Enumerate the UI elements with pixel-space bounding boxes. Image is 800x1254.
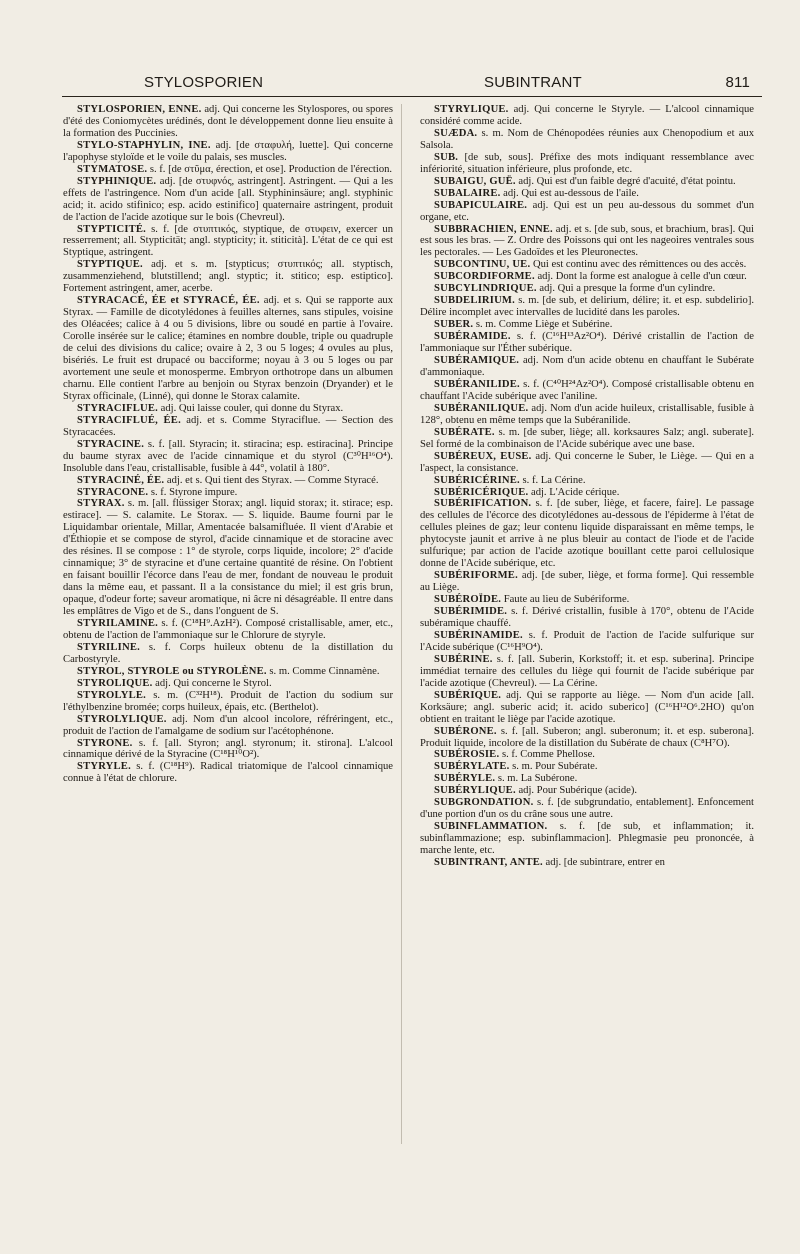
dictionary-entry [63,295,393,403]
entry-headword: STYRACINE. [77,438,145,450]
entry-headword: SUBÉRANILIDE. [434,378,520,390]
entry-definition: s. f. (C⁴⁰H²⁴Az²O⁴). Composé cristallisable obtenu en chauffant l'Acide subérique avec l'aniline. [420,378,754,402]
dictionary-entry [420,749,754,761]
entry-definition: s. m. La Subérone. [495,773,578,785]
entry-definition: s. f. Corps huileux obtenu de la distillation du Carbostyryle. [63,641,393,665]
entry-definition: adj. [de subintrare, entrer en [542,857,665,869]
entry-definition: adj. Nom d'un acide huileux, cristallisable, fusible à 128°, obtenu en même temps que la Subéranilide. [420,402,754,426]
entry-headword: SUBÉREUX, EUSE. [434,450,532,462]
entry-definition: adj. Nom d'un alcool incolore, réfréringent, etc., produit de l'action de l'amalgame de sodium sur l'acétophénone. [63,713,393,737]
entry-headword: SUBCORDIFORME. [434,271,535,283]
entry-definition: adj. Qui concerne le Styrol. [152,677,272,689]
entry-headword: SUBÉRYLE. [434,773,496,785]
dictionary-entry [420,570,754,594]
dictionary-entry [420,690,754,726]
entry-headword: STYRAX. [77,498,125,510]
entry-definition: s. f. [all. Styracin; it. stiracina; esp. estiracina]. Principe du baume styrax avec de l'acide cinnamique et du styrol (C³⁰H¹⁶O⁴). Insoluble dans l'eau, cristallisable, fusible à 44°, volatil à 180°. [63,438,393,474]
dictionary-entry [63,415,393,439]
entry-headword: SUBÉRIMIDE. [434,606,508,618]
entry-definition: s. f. [all. Suberin, Korkstoff; it. et esp. suberina]. Principe immédiat ternaire des cellules du liège qui fournit de l'acide subérique par l'acide azotique (Chevreul). — La Cérine. [420,653,754,689]
entry-headword: SUBÉROÏDE. [434,594,502,606]
entry-headword: STYRYLIQUE. [434,104,509,115]
entry-headword: SUBALAIRE. [434,187,501,199]
dictionary-entry [63,690,393,714]
dictionary-entry [63,738,393,762]
dictionary-entry [420,403,754,427]
entry-headword: SUBAIGU, GUË. [434,175,516,187]
dictionary-entry [420,319,754,331]
entry-headword: STYRACONE. [77,486,149,498]
entry-headword: SUBÉRAMIQUE. [434,355,520,367]
entry-headword: STYPHINIQUE. [77,175,157,187]
dictionary-entry [420,797,754,821]
entry-definition: adj. et s. Comme Styraciflue. — Section des Styracacées. [63,414,394,438]
entry-definition: [de sub, sous]. Préfixe des mots indiquant ressemblance avec infériorité, situation inférieure, plus profonde, etc. [420,151,754,175]
dictionary-entry [420,379,754,403]
dictionary-entry [420,821,754,857]
entry-definition: s. f. [de subgrundatio, entablement]. Enfoncement d'une portion d'un os du crâne sous une autre. [420,797,754,821]
entry-headword: STYRACACÉ, ÉE et STYRACÉ, ÉE. [77,295,260,307]
dictionary-entry [420,630,754,654]
entry-definition: adj. et s. [de sub, sous, et brachium, bras]. Qui est sous les bras. — Z. Ordre des Poissons qui ont les nageoires ventrales sous les pectorales. — Les Gadoïdes et les Pleuronectes. [420,223,754,259]
dictionary-entry [420,259,754,271]
entry-headword: STYLO-STAPHYLIN, INE. [77,139,211,151]
entry-headword: SUBÉRIQUE. [434,689,502,701]
dictionary-entry [420,427,754,451]
entry-definition: s. m. Pour Subérate. [509,761,598,773]
dictionary-entry [63,642,393,666]
entry-headword: SUÆDA. [434,127,478,139]
entry-headword: SUBÉROSIE. [434,749,500,761]
dictionary-entry [63,224,393,260]
entry-headword: STYROLYLE. [77,689,147,701]
entry-headword: STYRONE. [77,737,133,749]
entry-definition: adj. Qui concerne le Suber, le Liège. — Qui en a l'aspect, la consistance. [420,450,755,474]
entry-definition: adj. et s. Qui se rapporte aux Styrax. — Famille de dicotylédones à feuilles alternes, sans stipules, voisine des Oléacées; calice à 4 ou 5 divisions, libre ou soudé en partie à l'ovaire. Corolle insérée sur le calice; étamines en nombre double, triple ou quadruple de celui des divisions du calice; ovaire à 2, 3 ou 5 loges; 4 ovules au plus, bisériés. Le fruit est drupacé ou bacciforme; noyau à 3 ou 5 loges ou par avortement une seule et monosperme. Embryon orthotrope dans un albumen charnu. Elle contient l'arbre au benjoin ou Styrax benzoin (Dryander) et le Styrax officinale, (Linné), qui donne le Storax calamite. [63,295,393,402]
entry-definition: adj. [de σταφυλή, luette]. Qui concerne l'apophyse styloïde et le voile du palais, ses muscles. [63,139,393,163]
entry-definition: adj. Qui est un peu au-dessous du sommet d'un organe, etc. [420,199,754,223]
entry-definition: s. f. Dérivé cristallin, fusible à 170°, obtenu de l'Acide subéramique chauffé. [420,606,754,629]
entry-headword: STYRACIFLUE. [77,402,158,414]
dictionary-entry [420,594,754,606]
dictionary-entry [420,475,754,487]
dictionary-entry [420,224,754,260]
dictionary-entry [420,761,754,773]
entry-definition: adj. Dont la forme est analogue à celle d'un cœur. [534,271,747,283]
entry-definition: s. m. Comme Liège et Subérine. [473,319,613,331]
dictionary-entry [420,487,754,499]
entry-definition: s. f. [de sub, et inflammation; it. subinflammazione; esp. subinflammacion]. Phlegmasie peu prononcée, à marche lente, etc. [420,821,754,857]
entry-headword: SUBÉRATE. [434,426,495,438]
entry-definition: adj. et s. Qui tient des Styrax. — Comme Styracé. [164,474,379,486]
dictionary-entry [63,498,393,618]
entry-definition: adj. L'Acide cérique. [528,486,620,498]
entry-headword: STYPTIQUE. [77,259,143,271]
entry-definition: s. m. (C³²H¹⁸). Produit de l'action du sodium sur l'éthylbenzine bromée; corps huileux, épais, etc. (Berthelot). [63,689,393,713]
header-right-word: SUBINTRANT [484,74,582,91]
entry-definition: s. f. (C¹⁸H⁹.AzH²). Composé cristallisable, amer, etc., obtenu de l'action de l'ammoniaque sur le Chlorure de styryle. [63,617,393,641]
dictionary-entry [63,164,393,176]
entry-headword: STYRILINE. [77,641,140,653]
dictionary-entry [420,451,754,475]
dictionary-entry [420,654,754,690]
entry-definition: s. f. [de στυπτικός, styptique, de στυφειν, exercer un resserrement; all. Stypticität; angl. stypticity; it. stiticità]. L'état de ce qui est Styptique, astringent. [63,223,393,259]
entry-definition: s. f. [de suber, liège, et facere, faire]. Le passage des cellules de l'écorce des dicotylédones au-dessous de l'épiderme à l'état de cellules pleines de gaz; leur contenu liquide disparaissant en même temps, le phytocyste jaunit et arrive à ne plus bleuir au contact de l'iode et de l'acide sulfurique; par action de l'acide azotique bouillant cette paroi cellulosique donne de l'Acide subérique, etc. [420,498,754,570]
entry-definition: adj. Nom d'un acide obtenu en chauffant le Subérate d'ammoniaque. [420,355,754,378]
entry-definition: s. f. (C¹⁸H⁹). Radical triatomique de l'alcool cinnamique connue à l'état de chlorure. [63,761,393,785]
entry-definition: adj. et s. m. [stypticus; στυπτικός; all. styptisch, zusammenziehend, blutstillend; angl. styptic; it. stitico; esp. estiptico]. Fortement astringent, amer, acerbe. [63,259,393,295]
entry-definition: adj. Qui est d'un faible degré d'acuité, d'état pointu. [515,175,736,187]
dictionary-entry [420,188,754,200]
dictionary-entry [420,355,754,379]
column-divider [401,104,402,1144]
entry-headword: STYMATOSE. [77,163,148,175]
dictionary-entry [420,271,754,283]
entry-headword: SUBÉRYLIQUE. [434,785,516,797]
left-column [63,104,393,785]
entry-definition: s. f. Comme Phellose. [499,749,595,761]
dictionary-entry [63,140,393,164]
entry-headword: SUBGRONDATION. [434,797,534,809]
dictionary-entry [63,176,393,224]
dictionary-entry [420,104,754,128]
dictionary-entry [420,606,754,630]
entry-headword: SUBÉRYLATE. [434,761,510,773]
entry-headword: SUBÉRAMIDE. [434,331,511,343]
entry-headword: STYRYLE. [77,761,131,773]
dictionary-entry [420,498,754,570]
entry-definition: adj. Qui a presque la forme d'un cylindre. [536,283,716,295]
entry-headword: SUBÉRIFICATION. [434,498,532,510]
header-rule [62,96,762,97]
entry-headword: STYRACINÉ, ÉE. [77,474,165,486]
entry-headword: SUBCYLINDRIQUE. [434,283,537,295]
entry-headword: SUBCONTINU, UE. [434,259,531,271]
dictionary-entry [420,176,754,188]
dictionary-entry [420,773,754,785]
entry-definition: s. m. Nom de Chénopodées réunies aux Chenopodium et aux Salsola. [420,127,754,151]
entry-definition: adj. [de suber, liège, et forma forme]. Qui ressemble au Liège. [420,570,754,594]
entry-headword: SUBÉRINE. [434,653,493,665]
entry-headword: SUBÉRANILIQUE. [434,402,529,414]
dictionary-entry [420,152,754,176]
entry-headword: STYROLYLIQUE. [77,713,167,725]
entry-headword: SUBDELIRIUM. [434,295,515,307]
entry-headword: SUB. [434,151,459,163]
entry-headword: STYROLIQUE. [77,677,153,689]
dictionary-entry [63,104,393,140]
dictionary-entry [63,761,393,785]
entry-headword: SUBAPICULAIRE. [434,199,528,211]
entry-headword: SUBÉRICÉRINE. [434,474,520,486]
right-column [420,104,754,869]
dictionary-entry [63,666,393,678]
entry-definition: adj. Qui concerne le Styryle. — L'alcool cinnamique considéré comme acide. [420,104,754,127]
entry-definition: s. m. [de suber, liège; all. korksaures Salz; angl. suberate]. Sel formé de la combinaison de l'Acide subérique avec une base. [420,426,754,450]
dictionary-entry [63,678,393,690]
entry-definition: s. m. [de sub, et delirium, délire; it. et esp. subdelirio]. Délire incomplet avec intervalles de lucidité dans les paroles. [420,295,754,319]
entry-definition: s. f. [de στῦμα, érection, et ose]. Production de l'érection. [147,163,393,175]
entry-definition: s. f. [all. Suberon; angl. suberonum; it. et esp. suberona]. Produit liquide, incolore de la distillation du Subérate de chaux (C⁸H⁷O). [420,725,754,749]
entry-headword: SUBINTRANT, ANTE. [434,857,543,869]
entry-headword: STYLOSPORIEN, ENNE. [77,104,202,115]
dictionary-entry [63,487,393,499]
entry-headword: STYRILAMINE. [77,617,158,629]
dictionary-entry [420,857,754,869]
entry-definition: Qui est continu avec des rémittences ou des accès. [530,259,747,271]
entry-definition: adj. Qui se rapporte au liège. — Nom d'un acide [all. Korksäure; angl. suberic acid; it. acido suberico] (C¹⁶H¹²O⁶.2HO) qu'on obtient en traitant le liège par l'acide azotique. [420,689,754,725]
dictionary-entry [420,785,754,797]
running-header [62,74,762,98]
dictionary-entry [420,200,754,224]
dictionary-entry [63,259,393,295]
entry-definition: s. f. Produit de l'action de l'acide sulfurique sur l'Acide subérique (C¹⁶H⁹O⁴). [420,629,754,653]
entry-headword: STYRACIFLUÉ, ÉE. [77,414,181,426]
dictionary-entry [420,726,754,750]
entry-definition: s. f. Styrone impure. [148,486,238,498]
dictionary-entry [63,439,393,475]
entry-definition: s. f. La Cérine. [519,474,586,486]
entry-headword: SUBÉRONE. [434,725,497,737]
entry-headword: SUBBRACHIEN, ENNE. [434,223,553,235]
entry-definition: adj. [de στυφνός, astringent]. Astringent. — Qui a les effets de l'astringence. Nom d'un acide [all. Styphininsäure; angl. styphinic acid; it. acido stifinico; esp. acido estinifico] quaternaire astringent, produit de l'action de l'acide azotique sur le bois (Chevreul). [63,175,393,223]
page-number: 811 [725,74,750,91]
entry-definition: Faute au lieu de Subériforme. [501,594,630,606]
entry-headword: STYROL, STYROLE ou STYROLÈNE. [77,665,267,677]
entry-definition: s. m. Comme Cinnamène. [266,665,380,677]
entry-definition: adj. Qui est au-dessous de l'aile. [500,187,639,199]
entry-headword: STYPTICITÉ. [77,223,147,235]
entry-definition: adj. Qui laisse couler, qui donne du Styrax. [157,402,344,414]
entry-headword: SUBÉRIFORME. [434,570,518,582]
header-left-word: STYLOSPORIEN [144,74,264,91]
dictionary-entry [420,128,754,152]
dictionary-entry [63,714,393,738]
entry-definition: s. f. (C¹⁶H¹³Az²O⁴). Dérivé cristallin de l'action de l'ammoniaque sur l'Éther subérique. [420,331,754,355]
entry-definition: s. f. [all. Styron; angl. styronum; it. stirona]. L'alcool cinnamique dérivé de la Styracine (C¹⁸H¹⁰O²). [63,737,393,761]
entry-definition: adj. Pour Subérique (acide). [515,785,637,797]
dictionary-entry [63,403,393,415]
entry-headword: SUBER. [434,319,474,331]
entry-definition: adj. Qui concerne les Stylospores, ou spores d'été des Coniomycètes urédinés, dont le développement donne lieu ensuite à la formation des Puccinies. [63,104,393,139]
entry-headword: SUBINFLAMMATION. [434,821,548,833]
entry-definition: s. m. [all. flüssiger Storax; angl. liquid storax; it. stirace; esp. estirace]. — S. calamite. Le Storax. — S. liquide. Baume fourni par le Liquidambar orientale, Millar, Amentacée balsamifluée. Il vient d'Arabie et d'Éthiopie et se compose de styrol, d'acide cinnamique et de storacine avec des résines. Il se compose : 1° de styrole, corps liquide, incolore; 2° d'acide cinnamique; 3° de styracine et d'une certaine quantité de résine. On l'obtient en faisant bouillir l'écorce dans l'eau de mer, fondant de nouveau le produit dans la même eau, et passant. Il a la consistance du miel; il est gris brun, opaque, d'odeur forte; saveur aromatique, ni âcre ni désagréable. Il entre dans les emplâtres de Vigo et de S., dans l'onguent de S. [63,498,393,618]
dictionary-entry [63,618,393,642]
dictionary-entry [63,475,393,487]
dictionary-entry [420,283,754,295]
dictionary-entry [420,331,754,355]
entry-headword: SUBÉRINAMIDE. [434,629,523,641]
entry-headword: SUBÉRICÉRIQUE. [434,486,529,498]
dictionary-entry [420,295,754,319]
